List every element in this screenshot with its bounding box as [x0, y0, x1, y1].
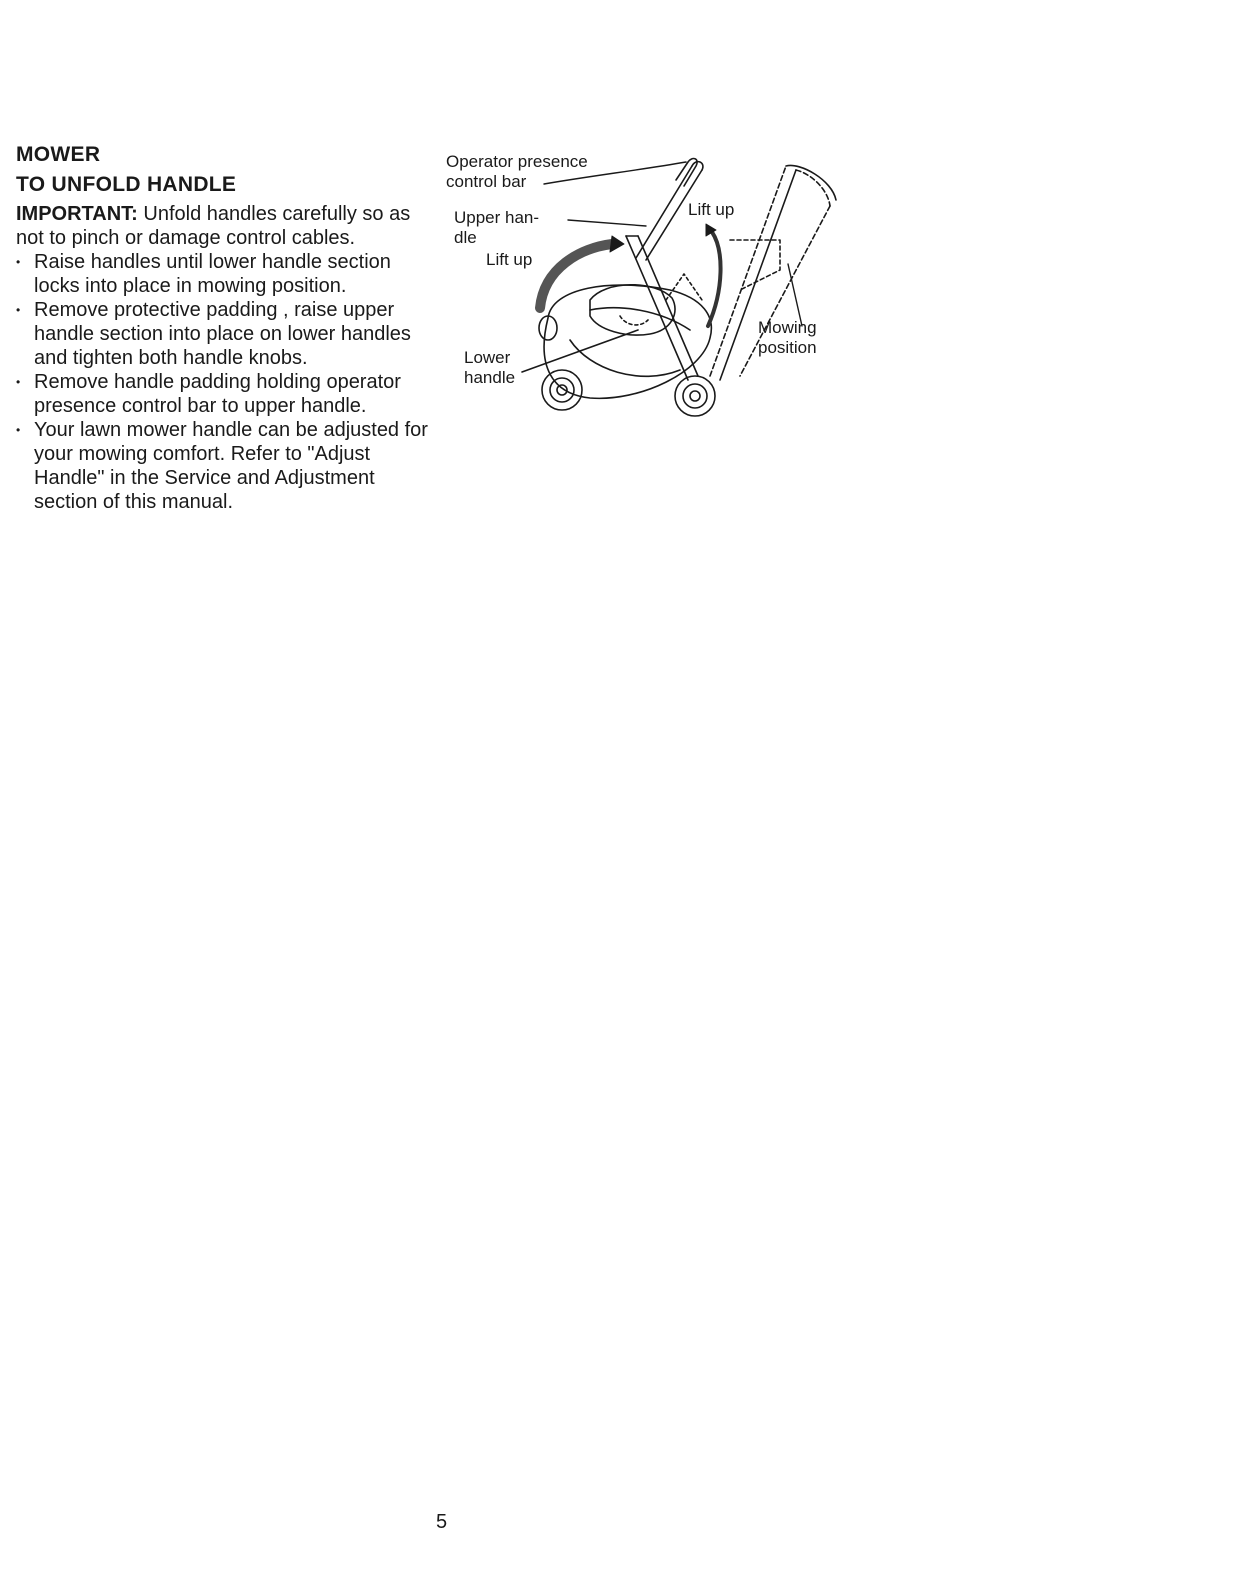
section-subtitle: TO UNFOLD HANDLE	[16, 173, 237, 196]
bullet-icon: •	[16, 255, 21, 269]
mower-handle-figure	[440, 140, 850, 430]
important-label: IMPORTANT:	[16, 203, 138, 225]
mowing-handle-top	[786, 165, 836, 200]
bullet-icon: •	[16, 423, 21, 437]
step-item	[16, 298, 436, 370]
upper-handle-bar	[636, 166, 692, 258]
lift-up-arrow-left	[540, 244, 612, 308]
label-lift-up-left: Lift up	[486, 250, 533, 269]
important-note	[16, 202, 436, 250]
step-text: Remove handle padding holding operator presence control bar to upper handle.	[34, 371, 401, 417]
step-text: Your lawn mower handle can be adjusted for your mowing comfort. Refer to "Adjust Handle" in the Service and Adjustment section of this manual.	[34, 419, 428, 513]
label-lower-handle: Lower handle	[464, 348, 516, 387]
lift-up-arrowhead-left	[610, 236, 624, 252]
engine-ghost	[666, 274, 702, 300]
leader-upper-handle	[568, 220, 646, 226]
mowing-lower-box	[730, 240, 780, 290]
instruction-column	[16, 142, 436, 514]
rear-wheel	[675, 376, 715, 416]
engine-cap	[620, 316, 648, 325]
step-item	[16, 418, 436, 514]
bullet-icon: •	[16, 303, 21, 317]
label-upper-handle: Upper han- dle	[454, 208, 540, 247]
page-number: 5	[436, 1511, 448, 1533]
step-text: Raise handles until lower handle section locks into place in mowing position.	[34, 251, 391, 297]
front-wheel	[542, 370, 582, 410]
label-operator-bar: Operator presence control bar	[446, 152, 588, 191]
bullet-icon: •	[16, 375, 21, 389]
label-lift-up-right: Lift up	[688, 200, 735, 219]
step-item	[16, 250, 436, 298]
label-mowing-position: Mowing position	[758, 318, 817, 357]
step-item	[16, 370, 436, 418]
step-text: Remove protective padding , raise upper handle section into place on lower handles and tighten both handle knobs.	[34, 299, 411, 369]
steps-list	[16, 250, 436, 514]
mowing-handle-top-2	[796, 170, 830, 206]
important-text: Unfold handles carefully so as not to pinch or damage control cables.	[16, 203, 411, 249]
lift-up-arrow-right	[708, 232, 721, 326]
lower-handle-bar	[626, 236, 688, 380]
leader-lower-handle	[522, 330, 638, 372]
deck-contour	[570, 340, 680, 376]
section-title: MOWER	[16, 143, 101, 166]
